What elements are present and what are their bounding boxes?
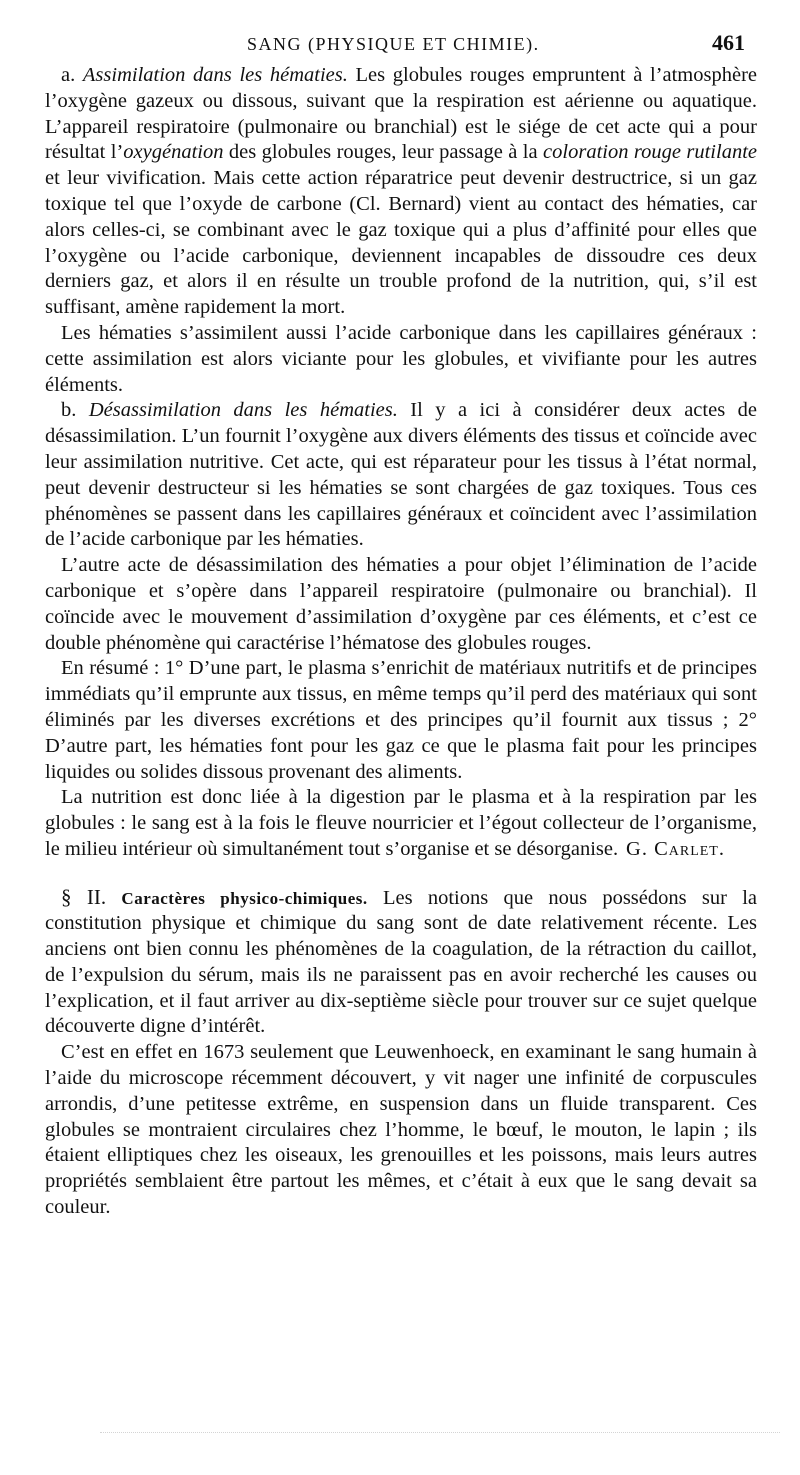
paragraph-nutrition: La nutrition est donc liée à la digestion par le plasma et à la respiration par les globules : le sang est à la fois le fleuve nourricier et l’égout collecteur de l’organisme, le milieu intérieur où simultanément tout s’organise et se désorganise. [45, 786, 757, 860]
section-gap [45, 863, 757, 885]
page-number: 461 [712, 30, 745, 55]
page-bottom-marks [100, 1432, 780, 1443]
paragraph-resume: En résumé : 1° D’une part, le plasma s’enrichit de matériaux nutritifs et de principes immédiats qu’il emprunte aux tissus, en même temps qu’il perd des matériaux qui sont éliminés par les diverses excrétions et des principes qu’il fournit aux tissus ; 2° D’autre part, les hématies font pour les gaz ce que le plasma fait pour les principes liquides ou solides dissous provenant des aliments. [45, 657, 757, 783]
paragraph-lead: b. [61, 399, 89, 422]
running-head [0, 30, 800, 60]
italic-term: coloration rouge rutilante [543, 141, 757, 164]
body-text [45, 63, 757, 1221]
paragraph-lead: a. [61, 64, 83, 86]
paragraph-heading: Désassimilation dans les hématies. [88, 399, 398, 422]
section-text: Les notions que nous possédons sur la constitution physique et chimique du sang sont de date relativement récente. Les anciens ont bien connu les phénomènes de la coagulation, de la rétraction du caillot, de l’expulsion du sérum, mais ils ne paraissent pas en avoir recherché les causes ou l’explication, et il faut arriver au dix-septième siècle pour trouver sur ce sujet quelque découverte digne d’intérêt. [45, 886, 758, 1038]
paragraph-text: des globules rouges, leur passage à la [223, 141, 544, 164]
section-paragraph [45, 885, 757, 1041]
paragraph-assimilation [45, 63, 757, 321]
paragraph-desassimilation [45, 398, 757, 553]
running-title: SANG (PHYSIQUE ET CHIMIE). [247, 34, 540, 54]
section-title: Caractères physico-chimiques. [121, 888, 368, 908]
author-signature: G. Carlet. [626, 837, 725, 860]
paragraph-heading: Assimilation dans les hématies. [82, 64, 348, 86]
paragraph-text: Les globules rouges empruntent à l’atmosphère l’oxygène gazeux ou dissous, suivant que la respiration est aérienne ou aquatique. L’appareil respiratoire (pulmonaire ou branchial) est le siége de cet acte qui a pour résultat l’ [45, 64, 757, 164]
paragraph-leuwenhoeck: C’est en effet en 1673 seulement que Leuwenhoeck, en examinant le sang humain à l’aide du microscope récemment découvert, y vit nager une infinité de corpuscules arrondis, d’une petitesse extrême, en suspension dans un fluide transparent. Ces globules se montraient circulaires chez l’homme, le bœuf, le mouton, le lapin ; ils étaient elliptiques chez les oiseaux, les grenouilles et les poissons, mais leurs autres propriétés semblaient être partout les mêmes, et c’était à eux que le sang devait sa couleur. [45, 1041, 757, 1219]
paragraph-text: Il y a ici à considérer deux actes de désassimilation. L’un fournit l’oxygène aux divers éléments des tissus et coïncide avec leur assimilation nutritive. Cet acte, qui est réparateur pour les tissus à l’état normal, peut devenir destructeur si les hématies se sont chargées de gaz toxiques. Tous ces phénomènes se passent dans les capillaires généraux et coïncident avec l’assimilation de l’acide carbonique par les hématies. [45, 399, 757, 551]
section-symbol: § II. [61, 884, 107, 909]
paragraph-carbonic: Les hématies s’assimilent aussi l’acide carbonique dans les capillaires généraux : cette assimilation est alors viciante pour les globules, et vivifiante pour les autres éléments. [45, 321, 757, 396]
paragraph-elimination: L’autre acte de désassimilation des hématies a pour objet l’élimination de l’acide carbonique et s’opère dans l’appareil respiratoire (pulmonaire ou branchial). Il coïncide avec le mouvement d’assimilation d’oxygène par ces éléments, et c’est ce double phénomène qui caractérise l’hématose des globules rouges. [45, 554, 757, 654]
paragraph-text: et leur vivification. Mais cette action réparatrice peut devenir destructrice, si un gaz toxique tel que l’oxyde de carbone (Cl. Bernard) vient au contact des hématies, car alors celles-ci, se combinant avec le gaz toxique qui a plus d’affinité pour elles que l’oxygène ou l’acide carbonique, deviennent incapables de dissoudre ces deux derniers gaz, et alors il en résulte un trouble profond de la nutrition, qui, s’il est suffisant, amène rapidement la mort. [45, 167, 757, 319]
italic-term: oxygénation [123, 141, 224, 164]
